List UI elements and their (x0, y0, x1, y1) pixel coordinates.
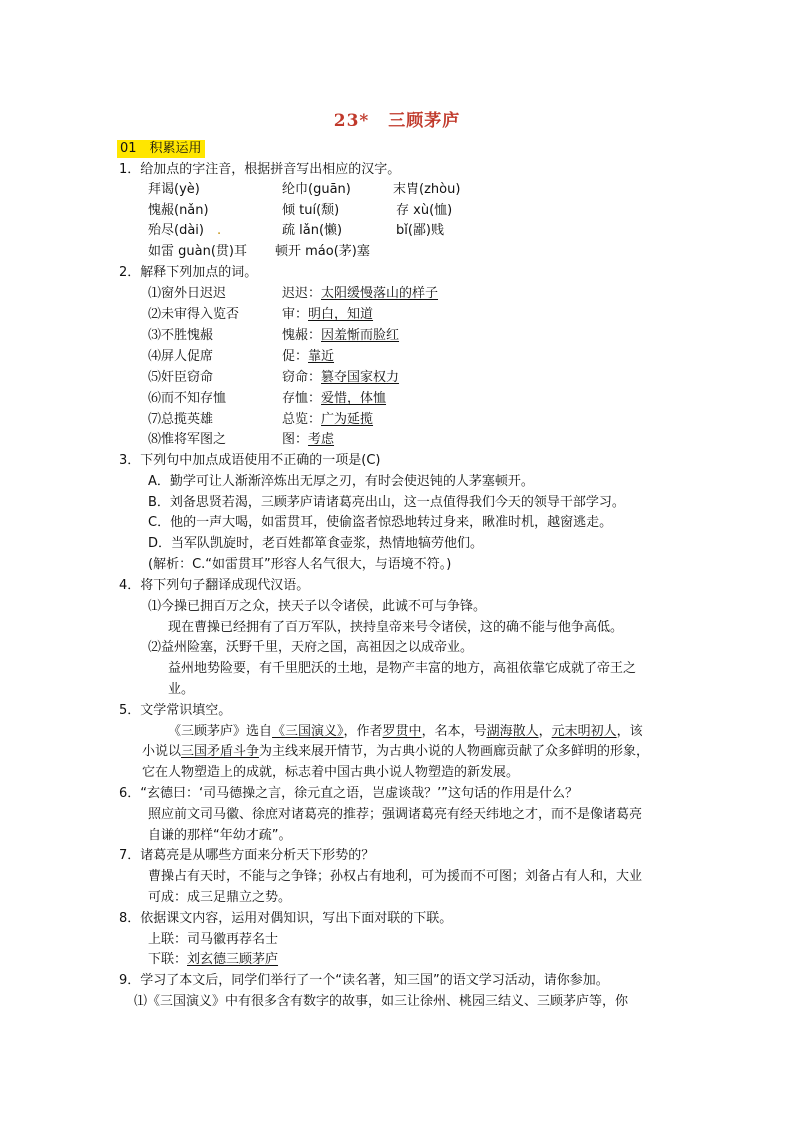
q1-item: 纶巾(guān) (282, 182, 351, 197)
lesson-title: 三顾茅庐 (388, 111, 461, 131)
lesson-number: 23* (333, 111, 370, 131)
q4-sentence: ⑵益州险塞，沃野千里，天府之国，高祖因之以成帝业。 (148, 640, 474, 655)
q1-item: 疏 lǎn(懒) (282, 223, 343, 238)
q5-paragraph-line: 它在人物塑造上的成就，标志着中国古典小说人物塑造的新发展。 (142, 765, 520, 780)
q1-item: bǐ(鄙)贱 (396, 223, 445, 238)
q2-answer-line: 窃命：篡夺国家权力 (282, 370, 400, 385)
q1-stem: 1．给加点的字注音，根据拼音写出相应的汉字。 (119, 162, 401, 177)
q1-item: 存 xù(恤) (396, 203, 453, 218)
q4-sentence: ⑴今操已拥百万之众，挟天子以令诸侯，此诚不可与争锋。 (148, 599, 487, 614)
q3-analysis: (解析：C.“如雷贯耳”形容人名气很大，与语境不符。) (148, 557, 452, 572)
q8-stem: 8．依据课文内容，运用对偶知识，写出下面对联的下联。 (119, 911, 453, 926)
q6-stem: 6．“玄德曰：‘司马德操之言，徐元直之语，岂虚谈哉？’”这句话的作用是什么？ (119, 786, 579, 801)
q2-term: ⑸奸臣窃命 (148, 370, 214, 385)
q1-item: 愧赧(nǎn) (148, 203, 209, 218)
q2-answer-line: 图：考虑 (282, 432, 335, 447)
q2-term: ⑵未审得入览否 (148, 307, 240, 322)
q2-answer-line: 促：靠近 (282, 349, 335, 364)
q4-translation: 益州地势险要，有千里肥沃的土地，是物产丰富的地方，高祖依靠它成就了帝王之 (168, 661, 637, 676)
q7-answer: 可成：成三足鼎立之势。 (148, 890, 292, 905)
q3-stem: 3．下列句中加点成语使用不正确的一项是(C) (119, 453, 381, 468)
section-heading: 01 积累运用 (120, 141, 202, 156)
q6-answer: 照应前文司马徽、徐庶对诸葛亮的推荐；强调诸葛亮有经天纬地之才，而不是像诸葛亮 (148, 807, 643, 822)
q4-stem: 4．将下列句子翻译成现代汉语。 (119, 578, 310, 593)
q1-item: 倾 tuí(颓) (282, 203, 340, 218)
q7-stem: 7．诸葛亮是从哪些方面来分析天下形势的？ (119, 848, 375, 863)
q2-term: ⑶不胜愧赧 (148, 328, 214, 343)
q2-answer-line: 迟迟：太阳缓慢落山的样子 (282, 286, 439, 301)
q3-option: A．勤学可让人渐渐淬炼出无厚之刃，有时会使迟钝的人茅塞顿开。 (148, 474, 534, 489)
q5-stem: 5．文学常识填空。 (119, 703, 232, 718)
couplet-lower: 下联：刘玄德三顾茅庐 (148, 952, 279, 967)
q1-item: 顿开 máo(茅)塞 (275, 244, 370, 259)
q2-term: ⑺总揽英雄 (148, 412, 214, 427)
q6-answer: 自谦的那样“年幼才疏”。 (148, 828, 292, 843)
page-title (0, 106, 794, 131)
q1-item: 拜谒(yè) (148, 182, 200, 197)
q2-answer-line: 愧赧：因羞惭而脸红 (282, 328, 400, 343)
q3-option: D．当军队凯旋时，老百姓都箪食壶浆，热情地犒劳他们。 (148, 536, 484, 551)
q1-item: 殆尽(dài) (148, 223, 204, 238)
q5-paragraph-line: 小说以三国矛盾斗争为主线来展开情节，为古典小说的人物画廊贡献了众多鲜明的形象， (142, 744, 650, 759)
q3-option: B．刘备思贤若渴，三顾茅庐请诸葛亮出山，这一点值得我们今天的领导干部学习。 (148, 495, 625, 510)
q9-stem: 9．学习了本文后，同学们举行了一个“读名著，知三国”的语文学习活动，请你参加。 (119, 973, 609, 988)
q2-stem: 2．解释下列加点的词。 (119, 265, 258, 280)
q1-item: 如雷 guàn(贯)耳 (148, 244, 247, 259)
q3-option: C．他的一声大喝，如雷贯耳，使偷盗者惊恐地转过身来，瞅准时机，越窗逃走。 (148, 515, 613, 530)
q7-answer: 曹操占有天时，不能与之争锋；孙权占有地利，可为援而不可图；刘备占有人和，大业 (148, 869, 643, 884)
q2-term: ⑷屏人促席 (148, 349, 214, 364)
q2-term: ⑹而不知存恤 (148, 391, 227, 406)
q4-translation: 业。 (168, 682, 195, 697)
q2-term: ⑴窗外日迟迟 (148, 286, 227, 301)
q2-answer-line: 总览：广为延揽 (282, 412, 374, 427)
q4-translation: 现在曹操已经拥有了百万军队，挟持皇帝来号令诸侯，这的确不能与他争高低。 (168, 620, 624, 635)
q2-answer-line: 存恤：爱惜，体恤 (282, 391, 387, 406)
emphasis-dot: . (217, 223, 222, 238)
q2-term: ⑻惟将军图之 (148, 432, 227, 447)
q5-paragraph-line: 《三顾茅庐》选自《三国演义》，作者罗贯中，名本，号湖海散人，元末明初人，该 (168, 724, 643, 739)
q2-answer-line: 审：明白，知道 (282, 307, 374, 322)
q1-item: 末胄(zhòu) (393, 182, 461, 197)
couplet-upper: 上联：司马徽再荐名士 (148, 932, 279, 947)
q9-subquestion: ⑴《三国演义》中有很多含有数字的故事，如三让徐州、桃园三结义、三顾茅庐等，你 (134, 994, 629, 1009)
